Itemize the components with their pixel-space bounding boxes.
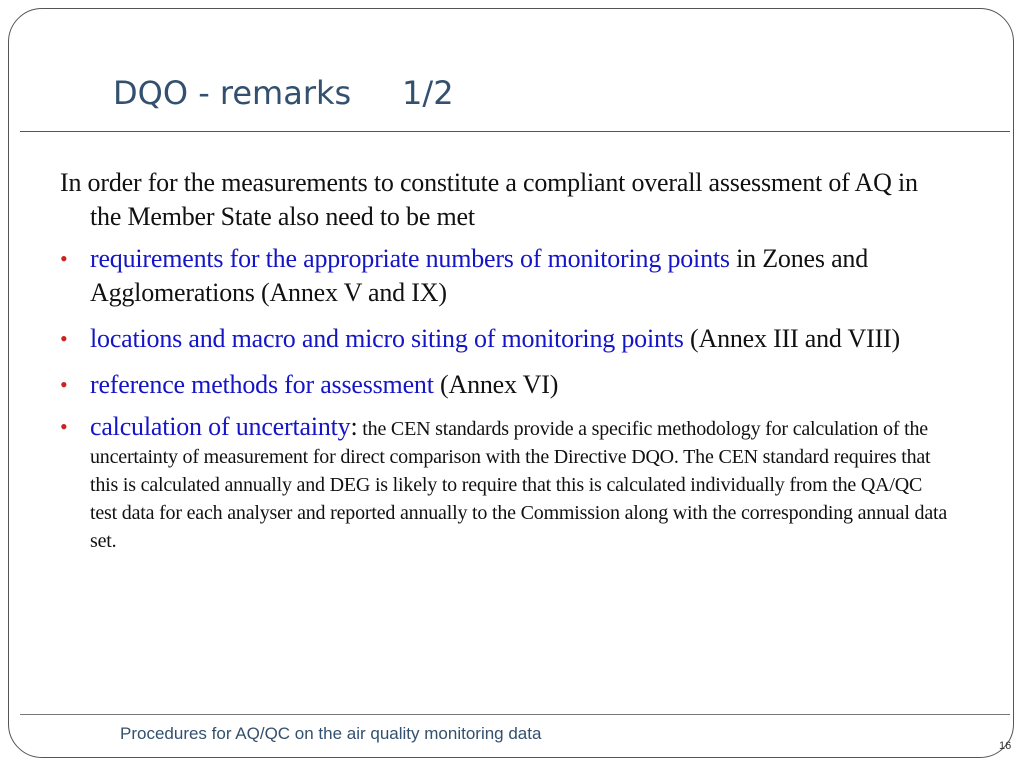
slide-body	[60, 166, 950, 566]
bullet-item-monitoring-numbers	[60, 242, 950, 310]
bullet-text: (Annex III and VIII)	[683, 324, 900, 353]
bullet-item-reference-methods	[60, 368, 950, 402]
page-number: 16	[999, 740, 1012, 752]
bullet-icon: •	[60, 372, 68, 397]
bullet-highlight: calculation of uncertainty	[90, 412, 351, 441]
bullet-text: in Zones and Agglomerations (Annex V and IX)	[90, 244, 869, 307]
bullet-list	[60, 242, 950, 554]
intro-paragraph: In order for the measurements to constitute a compliant overall assessment of AQ in the Member State also need to be met	[60, 168, 918, 231]
bullet-highlight: reference methods for assessment	[90, 370, 434, 399]
bullet-text: the CEN standards provide a specific methodology for calculation of the uncertainty of measurement for direct comparison with the Directive DQO. The CEN standard requires that this is calculated annually and DEG is likely to require that this is calculated individually from the QA/QC test data for each analyser and reported annually to the Commission along with the corresponding annual data set.	[90, 418, 948, 552]
bullet-highlight: locations and macro and micro siting of monitoring points	[90, 324, 684, 353]
bullet-colon: :	[350, 412, 358, 441]
title-divider	[20, 131, 1010, 132]
bullet-icon: •	[60, 326, 68, 351]
bullet-highlight: requirements for the appropriate numbers of monitoring points	[90, 244, 730, 273]
bullet-text: (Annex VI)	[433, 370, 559, 399]
footer-divider	[20, 714, 1010, 715]
bullet-item-uncertainty	[60, 414, 950, 554]
slide-title: DQO - remarks 1/2	[113, 74, 454, 112]
bullet-icon: •	[60, 414, 68, 439]
footer-text: Procedures for AQ/QC on the air quality monitoring data	[120, 724, 542, 743]
bullet-item-siting	[60, 322, 950, 356]
bullet-icon: •	[60, 246, 68, 271]
